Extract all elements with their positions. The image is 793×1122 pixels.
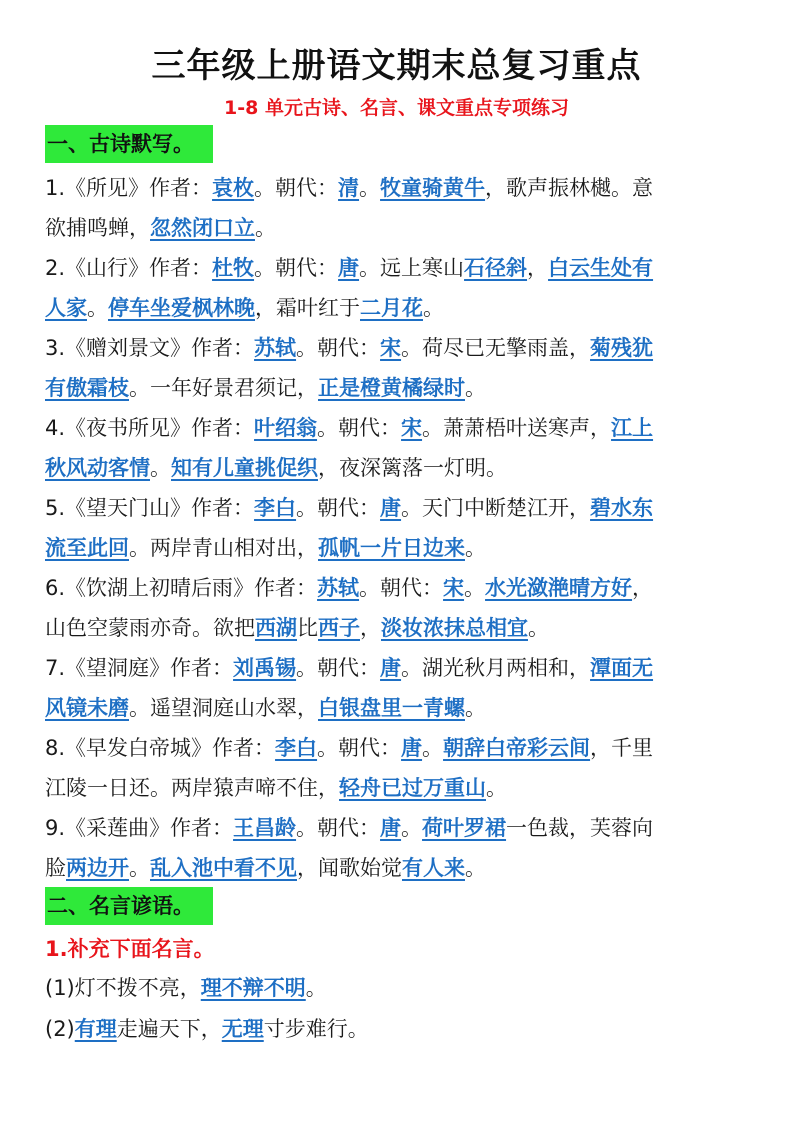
answer-text: 轻舟已过万重山	[339, 776, 486, 800]
answer-text: 苏轼	[254, 336, 297, 360]
poem-line	[45, 294, 750, 322]
poem-line	[45, 214, 750, 242]
prompt-text: ，千里	[590, 736, 654, 760]
prompt-text: 。朝代：	[359, 576, 444, 600]
prompt-text: 。	[255, 216, 276, 240]
saying-line	[45, 1015, 750, 1043]
poem-line	[45, 734, 750, 762]
prompt-text: (2)	[45, 1017, 75, 1041]
sayings-subheading: 1.补充下面名言。	[45, 937, 215, 961]
prompt-text: 。	[150, 456, 171, 480]
prompt-text: 9.《采莲曲》作者：	[45, 816, 234, 840]
answer-text: 刘禹锡	[233, 656, 297, 680]
answer-text: 水光潋滟晴方好	[485, 576, 633, 600]
answer-text: 淡妆浓抹总相宜	[381, 616, 528, 640]
poem-line	[45, 694, 750, 722]
prompt-text: 。	[464, 576, 486, 600]
page-title: 三年级上册语文期末总复习重点	[151, 46, 642, 86]
prompt-text: 。萧萧梧叶送寒声，	[422, 416, 612, 440]
poem-line	[45, 654, 750, 682]
prompt-text: 2.《山行》作者：	[45, 256, 213, 280]
answer-text: 二月花	[360, 296, 423, 320]
prompt-text: 6.《饮湖上初晴后雨》作者：	[45, 576, 318, 600]
prompt-text: 。	[528, 616, 549, 640]
answer-text: 唐	[338, 256, 360, 280]
answer-text: 乱入池中看不见	[150, 856, 297, 880]
prompt-text: 江陵一日还。两岸猿声啼不住，	[45, 776, 339, 800]
prompt-text: 3.《赠刘景文》作者：	[45, 336, 255, 360]
prompt-text: 。	[486, 776, 507, 800]
prompt-text: 。朝代：	[296, 656, 381, 680]
prompt-text: 7.《望洞庭》作者：	[45, 656, 234, 680]
answer-text: 宋	[401, 416, 423, 440]
answer-text: 忽然闭口立	[150, 216, 255, 240]
answer-text: 流至此回	[45, 536, 129, 560]
prompt-text: 。一年好景君须记，	[129, 376, 318, 400]
prompt-text: 。两岸青山相对出，	[129, 536, 318, 560]
prompt-text: 5.《望天门山》作者：	[45, 496, 255, 520]
answer-text: 有人来	[402, 856, 465, 880]
section-heading-ancient-poems: 一、古诗默写。	[45, 125, 213, 163]
prompt-text: 。	[465, 696, 486, 720]
answer-text: 唐	[380, 496, 402, 520]
answer-text: 两边开	[66, 856, 129, 880]
poem-line	[45, 814, 750, 842]
prompt-text: 。朝代：	[317, 736, 402, 760]
prompt-text: 。荷尽已无擎雨盖，	[401, 336, 591, 360]
prompt-text: 。湖光秋月两相和，	[401, 656, 591, 680]
answer-text: 知有儿童挑促织	[171, 456, 318, 480]
prompt-text: ，歌声振林樾。意	[485, 176, 654, 200]
answer-text: 李白	[254, 496, 297, 520]
prompt-text: 山色空蒙雨亦奇。欲把	[45, 616, 255, 640]
poem-line	[45, 774, 750, 802]
prompt-text: 。	[422, 736, 444, 760]
prompt-text: 。	[465, 536, 486, 560]
prompt-text: ，夜深篱落一灯明。	[318, 456, 507, 480]
answer-text: 王昌龄	[233, 816, 297, 840]
poem-line	[45, 254, 750, 282]
poem-line	[45, 454, 750, 482]
prompt-text: 。	[87, 296, 108, 320]
saying-line	[45, 974, 750, 1002]
section-heading-famous-sayings: 二、名言谚语。	[45, 887, 213, 925]
poem-line	[45, 494, 750, 522]
answer-text: 牧童骑黄牛	[380, 176, 486, 200]
prompt-text: 。	[129, 856, 150, 880]
answer-text: 白银盘里一青螺	[318, 696, 465, 720]
prompt-text: 。	[465, 376, 486, 400]
answer-text: 杜牧	[212, 256, 255, 280]
prompt-text: (1)灯不拨不亮，	[45, 976, 201, 1000]
answer-text: 朝辞白帝彩云间	[443, 736, 591, 760]
prompt-text: 。天门中断楚江开，	[401, 496, 591, 520]
prompt-text: 走遍天下，	[116, 1017, 222, 1041]
answer-text: 潭面无	[590, 656, 654, 680]
answer-text: 风镜未磨	[45, 696, 129, 720]
prompt-text: 。朝代：	[296, 336, 381, 360]
prompt-text: 。朝代：	[317, 416, 402, 440]
poem-line	[45, 574, 750, 602]
prompt-text: 1.《所见》作者：	[45, 176, 213, 200]
prompt-text: 。遥望洞庭山水翠，	[129, 696, 318, 720]
answer-text: 唐	[380, 816, 402, 840]
page-subtitle: 1-8 单元古诗、名言、课文重点专项练习	[224, 97, 569, 119]
answer-text: 孤帆一片日边来	[318, 536, 465, 560]
answer-text: 白云生处有	[548, 256, 654, 280]
answer-text: 秋风动客情	[45, 456, 150, 480]
answer-text: 停车坐爱枫林晚	[108, 296, 255, 320]
prompt-text: 。	[359, 176, 381, 200]
prompt-text: 。朝代：	[296, 816, 381, 840]
answer-text: 石径斜	[464, 256, 528, 280]
prompt-text: 比	[297, 616, 318, 640]
prompt-text: 一色裁，芙蓉向	[506, 816, 654, 840]
answer-text: 西子	[318, 616, 360, 640]
poem-line	[45, 414, 750, 442]
prompt-text: 。远上寒山	[359, 256, 465, 280]
answer-text: 无理	[221, 1017, 264, 1041]
prompt-text: 4.《夜书所见》作者：	[45, 416, 255, 440]
prompt-text: 。	[465, 856, 486, 880]
prompt-text: 欲捕鸣蝉，	[45, 216, 150, 240]
answer-text: 西湖	[255, 616, 297, 640]
answer-text: 理不辩不明	[200, 976, 306, 1000]
answer-text: 苏轼	[317, 576, 360, 600]
answer-text: 宋	[380, 336, 402, 360]
prompt-text: 脸	[45, 856, 66, 880]
prompt-text: 8.《早发白帝城》作者：	[45, 736, 276, 760]
prompt-text: 。朝代：	[296, 496, 381, 520]
poem-line	[45, 534, 750, 562]
prompt-text: ，	[527, 256, 549, 280]
prompt-text: ，霜叶红于	[255, 296, 360, 320]
answer-text: 有理	[74, 1017, 117, 1041]
poem-line	[45, 854, 750, 882]
answer-text: 唐	[401, 736, 423, 760]
poem-line	[45, 174, 750, 202]
answer-text: 碧水东	[590, 496, 654, 520]
answer-text: 叶绍翁	[254, 416, 318, 440]
prompt-text: ，	[360, 616, 381, 640]
answer-text: 正是橙黄橘绿时	[318, 376, 465, 400]
answer-text: 人家	[45, 296, 87, 320]
answer-text: 有傲霜枝	[45, 376, 129, 400]
prompt-text: 。朝代：	[254, 176, 339, 200]
prompt-text: 。	[423, 296, 444, 320]
prompt-text: ，闻歌始觉	[297, 856, 402, 880]
answer-text: 宋	[443, 576, 465, 600]
answer-text: 菊残犹	[590, 336, 654, 360]
answer-text: 清	[338, 176, 360, 200]
poem-line	[45, 334, 750, 362]
answer-text: 唐	[380, 656, 402, 680]
poem-line	[45, 374, 750, 402]
prompt-text: 。	[401, 816, 423, 840]
prompt-text: 。	[305, 976, 327, 1000]
answer-text: 李白	[275, 736, 318, 760]
prompt-text: 。朝代：	[254, 256, 339, 280]
answer-text: 荷叶罗裙	[422, 816, 507, 840]
poem-line	[45, 614, 750, 642]
prompt-text: 寸步难行。	[263, 1017, 369, 1041]
prompt-text: ，	[632, 576, 654, 600]
answer-text: 袁枚	[212, 176, 255, 200]
answer-text: 江上	[611, 416, 654, 440]
